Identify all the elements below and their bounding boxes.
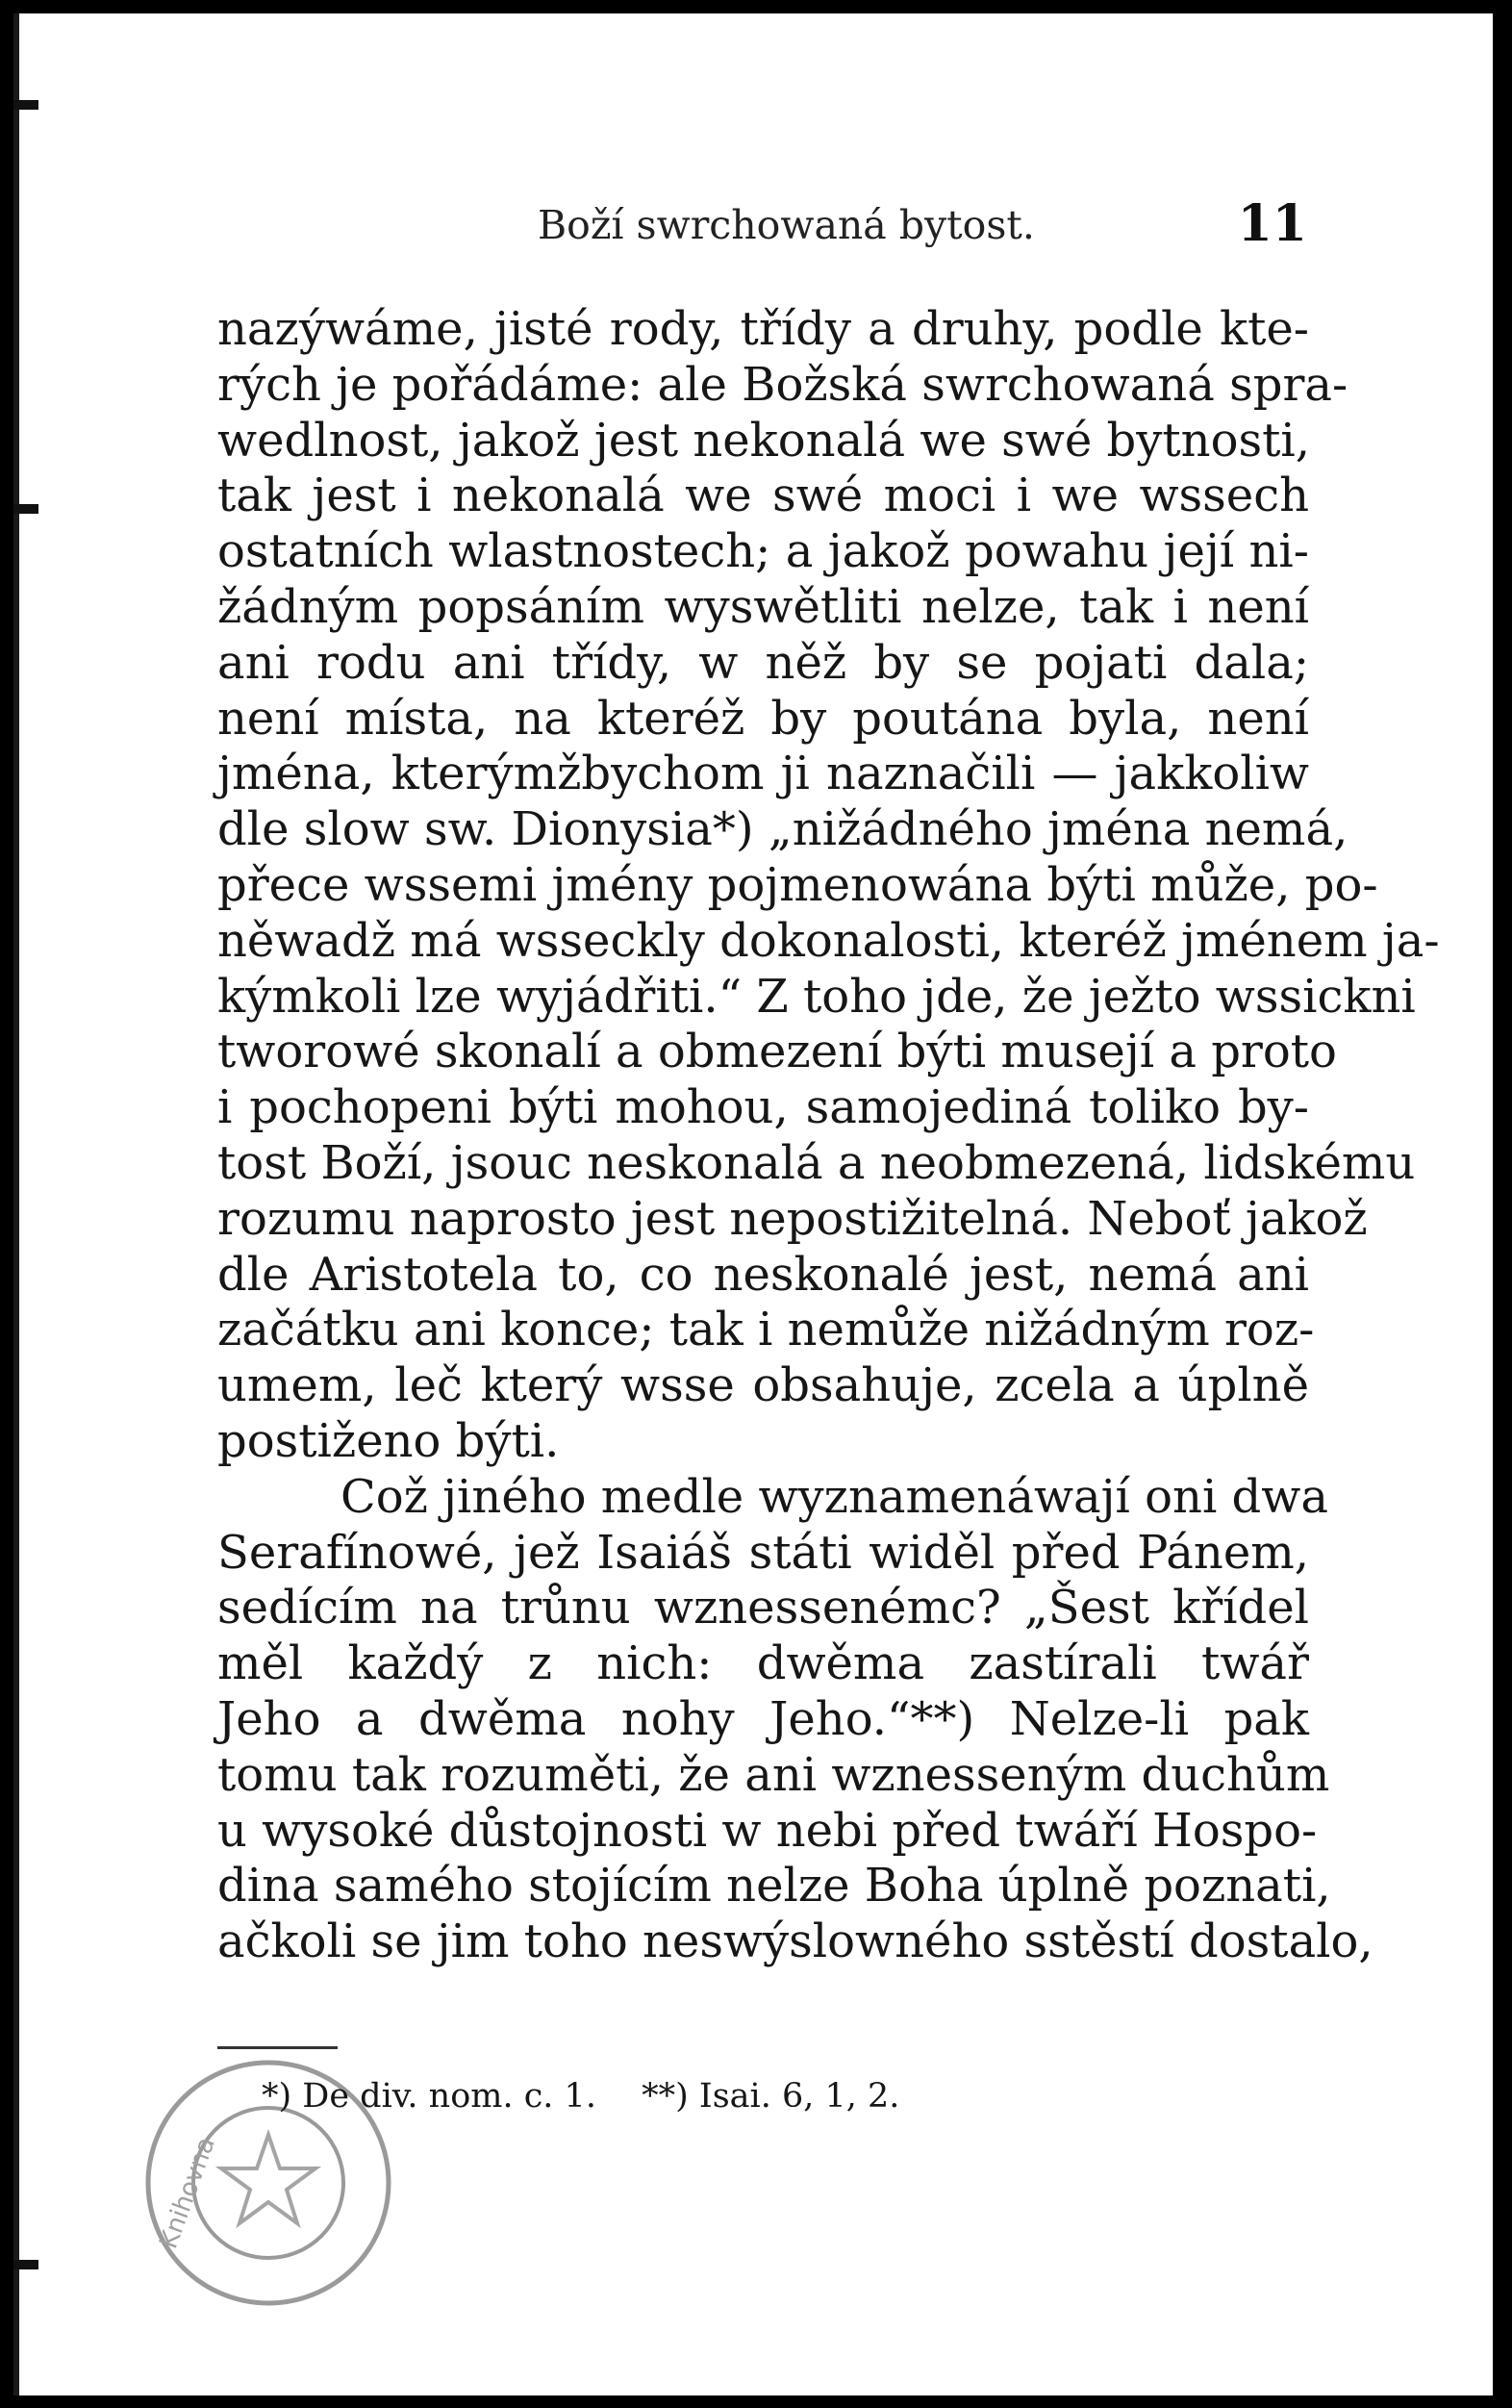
text-line: dle slow sw. Dionysia*) „nižádného jména nemá, xyxy=(217,802,1348,857)
text-line: tak jest i nekonalá we swé moci i we wssech xyxy=(217,469,1309,523)
text-line: postiženo býti. xyxy=(217,1413,560,1468)
text-line: jména, kterýmžbychom ji naznačili — jakkoliw xyxy=(217,747,1309,801)
text-line: kýmkoli lze wyjádřiti.“ Z toho jde, že ježto wssickni xyxy=(217,969,1416,1024)
main-text xyxy=(217,302,1440,1970)
stamp-star-icon xyxy=(221,2135,315,2223)
text-line: nazýwáme, jisté rody, třídy a druhy, podle kte- xyxy=(217,302,1309,356)
text-line: něwadž má wsseckly dokonalosti, kteréž jménem ja- xyxy=(217,913,1440,968)
text-line: i pochopeni býti mohou, samojediná toliko by- xyxy=(217,1080,1309,1135)
text-line: začátku ani konce; tak i nemůže nižádným roz- xyxy=(217,1303,1315,1357)
text-line: tomu tak rozuměti, že ani wznesseným duchům xyxy=(217,1747,1330,1802)
text-line: umem, leč který wsse obsahuje, zcela a úplně xyxy=(217,1358,1309,1413)
footnote-1: *) De div. nom. c. 1. xyxy=(262,2077,596,2116)
text-line: rých je pořádáme: ale Božská swrchowaná spra- xyxy=(217,357,1348,412)
text-line: měl každý z nich: dwěma zastírali twář xyxy=(217,1636,1309,1691)
stamp-text: Knihovna xyxy=(154,2133,221,2253)
text-line: dina samého stojícím nelze Boha úplně poznati, xyxy=(217,1859,1331,1914)
running-title: Boží swrchowaná bytost. xyxy=(538,202,1035,248)
binding-mark xyxy=(13,504,38,514)
running-header xyxy=(220,194,1307,262)
text-line: rozumu naprosto jest nepostižitelná. Neboť jakož xyxy=(217,1191,1368,1246)
text-line: sedícím na trůnu wznessenémc? „Šest křídel xyxy=(217,1581,1309,1635)
text-line: Jeho a dwěma nohy Jeho.“**) Nelze-li pak xyxy=(217,1691,1309,1746)
binding-mark xyxy=(13,100,38,110)
text-line: wedlnost, jakož jest nekonalá we swé bytnosti, xyxy=(217,413,1310,468)
book-page xyxy=(13,13,1493,2395)
text-line: ačkoli se jim toho neswýslowného sstěstí dostalo, xyxy=(217,1914,1373,1969)
binding-edge xyxy=(13,13,19,2395)
text-line: Což jiného medle wyznamenáwají oni dwa xyxy=(340,1469,1328,1524)
footnote-2: **) Isai. 6, 1, 2. xyxy=(642,2077,900,2116)
text-line: není místa, na kteréž by poutána byla, není xyxy=(217,691,1309,746)
text-line: ostatních wlastnostech; a jakož powahu její ni- xyxy=(217,524,1309,579)
text-line: Serafínowé, jež Isaiáš státi widěl před Pánem, xyxy=(217,1525,1309,1580)
footnotes xyxy=(262,2077,899,2116)
text-line: žádným popsáním wyswětliti nelze, tak i není xyxy=(217,579,1309,634)
text-line: tost Boží, jsouc neskonalá a neobmezená, lidskému xyxy=(217,1135,1416,1190)
text-line: u wysoké důstojnosti w nebi před twáří Hospo- xyxy=(217,1803,1318,1858)
page-number: 11 xyxy=(1237,194,1307,253)
text-line: dle Aristotela to, co neskonalé jest, nemá ani xyxy=(217,1247,1309,1302)
text-line: přece wssemi jmény pojmenowána býti může, po- xyxy=(217,857,1378,912)
binding-mark xyxy=(13,2260,38,2269)
text-line: tworowé skonalí a obmezení býti musejí a proto xyxy=(217,1025,1337,1079)
text-line: ani rodu ani třídy, w něž by se pojati dala; xyxy=(217,635,1309,690)
